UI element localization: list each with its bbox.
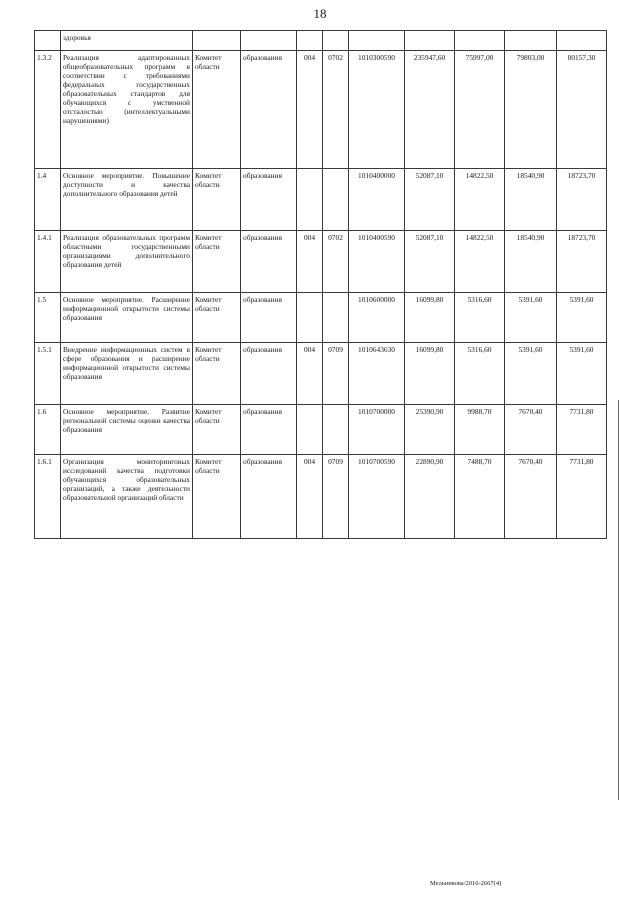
grbs-code — [297, 405, 323, 455]
target-article-code: 1010700000 — [349, 405, 405, 455]
amount-year-1: 14822,50 — [455, 169, 505, 231]
measure-description: Внедрение информационных систем в сфере образования и расширение информационной открытости системы образования — [61, 343, 193, 405]
amount-year-1: 9988,70 — [455, 405, 505, 455]
row-number: 1.5 — [35, 293, 61, 343]
row-number: 1.3.2 — [35, 51, 61, 169]
amount-year-3: 7731,80 — [557, 455, 607, 539]
amount-year-3: 18723,70 — [557, 169, 607, 231]
amount-total: 235947,60 — [405, 51, 455, 169]
amount-year-3: 7731,80 — [557, 405, 607, 455]
section-code — [323, 31, 349, 51]
table-row — [35, 51, 607, 169]
measure-description: Основное мероприятие. Повышение доступности и качества дополнительного образования детей — [61, 169, 193, 231]
section-code: 0709 — [323, 455, 349, 539]
amount-year-1: 7488,70 — [455, 455, 505, 539]
amount-year-3: 18723,70 — [557, 231, 607, 293]
amount-year-3 — [557, 31, 607, 51]
table-row — [35, 405, 607, 455]
measure-description: Основное мероприятие. Расширение информационной открытости системы образования — [61, 293, 193, 343]
amount-year-2: 18540,90 — [505, 231, 557, 293]
organization-cell: образования — [241, 343, 297, 405]
executor-cell: Комитет области — [193, 231, 241, 293]
target-article-code — [349, 31, 405, 51]
executor-cell: Комитет области — [193, 343, 241, 405]
organization-cell: образования — [241, 405, 297, 455]
amount-total — [405, 31, 455, 51]
document-id: Мельникова/2016-2667(4) — [430, 880, 502, 887]
amount-total: 25390,90 — [405, 405, 455, 455]
organization-cell: образования — [241, 231, 297, 293]
measure-description: Организация мониторинговых исследований качества подготовки обучающихся образовательных организаций, а также деятельности образовательной организаций области — [61, 455, 193, 539]
target-article-code: 1010700590 — [349, 455, 405, 539]
budget-table — [34, 30, 607, 539]
table-row — [35, 455, 607, 539]
amount-total: 52087,10 — [405, 231, 455, 293]
measure-description: Реализация образовательных программ областными государственными организациями дополнительного образования детей — [61, 231, 193, 293]
amount-year-2: 79803,00 — [505, 51, 557, 169]
table-row — [35, 231, 607, 293]
amount-total: 16099,80 — [405, 343, 455, 405]
executor-cell: Комитет области — [193, 455, 241, 539]
grbs-code — [297, 169, 323, 231]
grbs-code: 004 — [297, 343, 323, 405]
amount-year-1: 5316,60 — [455, 293, 505, 343]
grbs-code — [297, 31, 323, 51]
amount-year-1: 5316,60 — [455, 343, 505, 405]
row-number — [35, 31, 61, 51]
row-number: 1.4 — [35, 169, 61, 231]
grbs-code: 004 — [297, 455, 323, 539]
organization-cell: образования — [241, 455, 297, 539]
amount-year-2 — [505, 31, 557, 51]
amount-year-3: 80157,30 — [557, 51, 607, 169]
row-number: 1.5.1 — [35, 343, 61, 405]
page-number: 18 — [313, 6, 327, 21]
amount-year-2: 7670,40 — [505, 455, 557, 539]
amount-year-1: 75997,00 — [455, 51, 505, 169]
margin-line — [618, 400, 619, 800]
target-article-code: 1010643630 — [349, 343, 405, 405]
table-row — [35, 343, 607, 405]
organization-cell — [241, 31, 297, 51]
target-article-code: 1010400000 — [349, 169, 405, 231]
row-number: 1.6 — [35, 405, 61, 455]
row-number: 1.6.1 — [35, 455, 61, 539]
table-row — [35, 293, 607, 343]
organization-cell: образования — [241, 51, 297, 169]
organization-cell: образования — [241, 293, 297, 343]
section-code — [323, 405, 349, 455]
grbs-code: 004 — [297, 51, 323, 169]
table-row — [35, 31, 607, 51]
section-code: 0702 — [323, 51, 349, 169]
executor-cell: Комитет области — [193, 293, 241, 343]
section-code — [323, 293, 349, 343]
executor-cell: Комитет области — [193, 169, 241, 231]
target-article-code: 1010400590 — [349, 231, 405, 293]
amount-year-1: 14822,50 — [455, 231, 505, 293]
target-article-code: 1010600000 — [349, 293, 405, 343]
section-code: 0702 — [323, 231, 349, 293]
amount-total: 22890,90 — [405, 455, 455, 539]
amount-total: 52087,10 — [405, 169, 455, 231]
measure-description: Реализация адаптированных общеобразовательных программ в соответствии с требованиями федеральных государственных образовательных стандартов для обучающихся с умственной отсталостью (интеллектуальными нарушениями) — [61, 51, 193, 169]
amount-year-2: 18540,90 — [505, 169, 557, 231]
grbs-code — [297, 293, 323, 343]
table-row — [35, 169, 607, 231]
section-code: 0709 — [323, 343, 349, 405]
section-code — [323, 169, 349, 231]
organization-cell: образования — [241, 169, 297, 231]
grbs-code: 004 — [297, 231, 323, 293]
amount-year-1 — [455, 31, 505, 51]
amount-year-3: 5391,60 — [557, 293, 607, 343]
amount-year-2: 7670,40 — [505, 405, 557, 455]
amount-year-2: 5391,60 — [505, 293, 557, 343]
measure-description: здоровья — [61, 31, 193, 51]
executor-cell: Комитет области — [193, 405, 241, 455]
target-article-code: 1010300590 — [349, 51, 405, 169]
executor-cell: Комитет области — [193, 51, 241, 169]
measure-description: Основное мероприятие. Развитие региональной системы оценки качества образования — [61, 405, 193, 455]
row-number: 1.4.1 — [35, 231, 61, 293]
amount-year-2: 5391,60 — [505, 343, 557, 405]
amount-total: 16099,80 — [405, 293, 455, 343]
executor-cell — [193, 31, 241, 51]
amount-year-3: 5391,60 — [557, 343, 607, 405]
